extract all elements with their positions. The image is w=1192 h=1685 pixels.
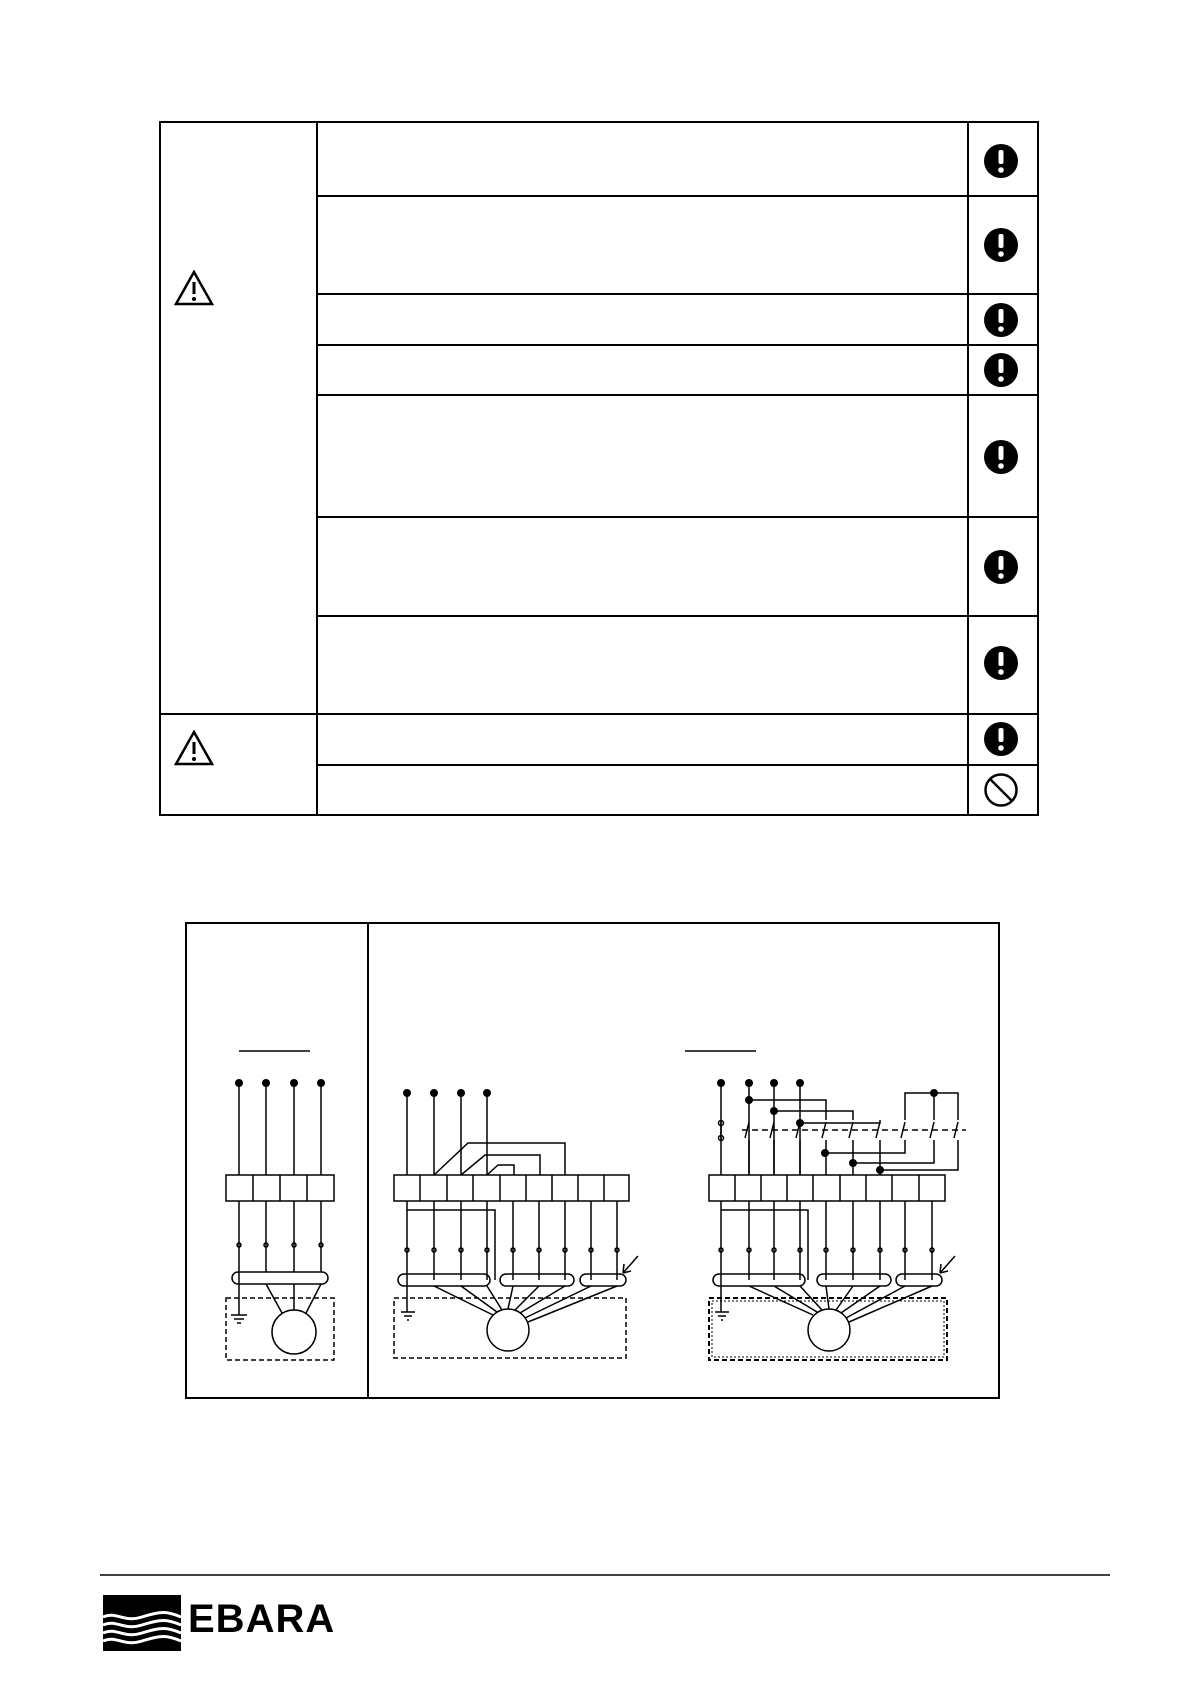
diagram-star-delta-contactors	[709, 1079, 966, 1360]
ebara-logo-text: EBARA	[188, 1597, 336, 1641]
diagram-direct-start	[226, 1079, 334, 1360]
ebara-logo-mark	[103, 1595, 181, 1651]
diagram-star-delta	[394, 1089, 638, 1358]
